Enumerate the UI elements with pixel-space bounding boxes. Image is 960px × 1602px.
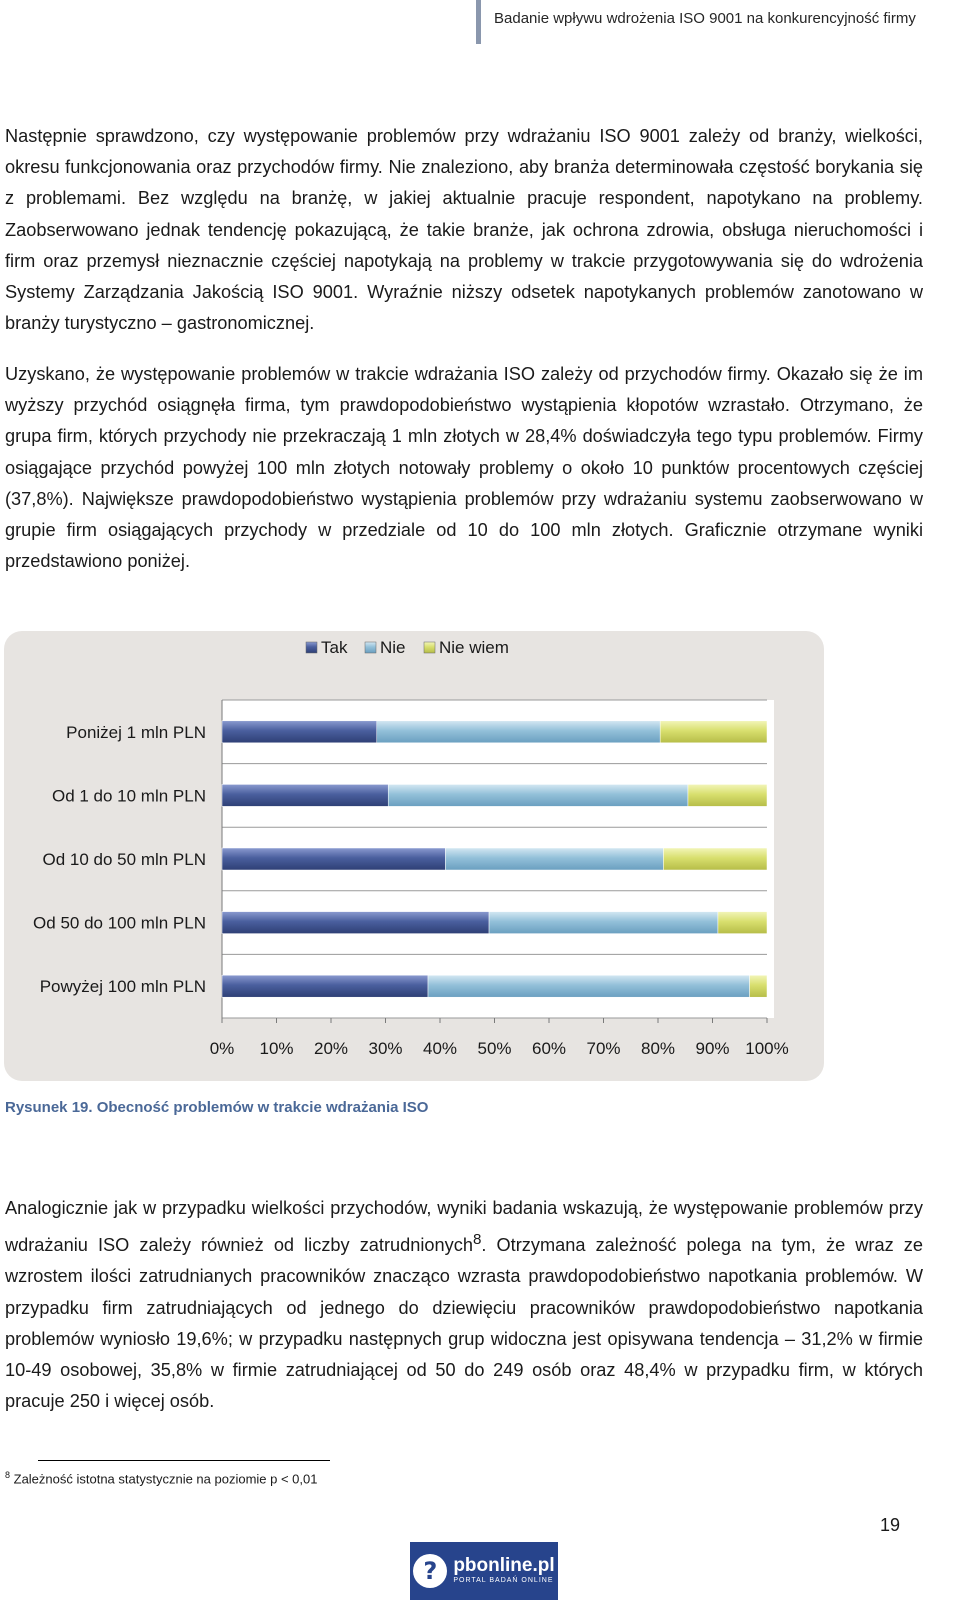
x-tick-label: 20% <box>313 1039 349 1058</box>
x-tick-label: 10% <box>259 1039 294 1058</box>
bar-segment <box>660 721 767 743</box>
x-tick-label: 80% <box>640 1039 676 1058</box>
footnote-text: Zależność istotna statystycznie na poziomie p < 0,01 <box>10 1471 318 1487</box>
legend-swatch <box>306 642 317 653</box>
category-label: Od 10 do 50 mln PLN <box>42 850 206 869</box>
bar-segment <box>222 784 388 806</box>
x-tick-label: 30% <box>368 1039 403 1058</box>
bar-segment <box>718 912 767 934</box>
bar-segment <box>222 975 428 997</box>
legend-label: Tak <box>321 638 348 657</box>
x-tick-label: 0% <box>209 1039 235 1058</box>
footnote <box>5 1470 317 1486</box>
paragraph-industry-part-b: Zaobserwowano jednak tendencję pokazującą, że takie branże, jak ochrona zdrowia, obsługa nieruchomości i firm oraz przemysł nieznacznie częściej napotykają na problemy w trakcie przygotowywania się do wdrożenia Systemy Zarządzania Jakością ISO 9001. Wyraźnie niższy odsetek napotykanych problemów zanotowano w branży turystyczno – gastronomicznej. <box>5 219 923 334</box>
x-tick-label: 40% <box>422 1039 458 1058</box>
question-mark-icon: ? <box>413 1554 447 1588</box>
bar-segment <box>663 848 767 870</box>
category-label: Powyżej 100 mln PLN <box>39 977 206 997</box>
category-label: Od 1 do 10 mln PLN <box>51 786 206 806</box>
paragraph-employment <box>5 1193 923 1417</box>
paragraph-employment-part-b: . Otrzymana zależność polega na tym, że wraz ze wzrostem ilości zatrudnianych pracowników znacząco wzrasta prawdopodobieństwo napotkania problemów. W przypadku firm zatrudniających od jednego do dziewięciu pracowników prawdopodobieństwo napotkania problemów wyniosło 19,6%; w przypadku następnych grup widoczna jest opisywana tendencja – 31,2% w firmie 10-49 osobowej, 35,8% w firmie zatrudniającej od 50 do 249 osób oraz 48,4% w przypadku firm, w których pracuje 250 i więcej osób. <box>5 1235 924 1412</box>
bar-segment <box>377 721 660 743</box>
bar-segment <box>750 975 767 997</box>
x-tick-label: 90% <box>695 1039 730 1058</box>
legend-label: Nie wiem <box>439 638 509 657</box>
paragraph-revenue: Uzyskano, że występowanie problemów w trakcie wdrażania ISO zależy od przychodów firmy. Okazało się że im wyższy przychód osiągnęła firma, tym prawdopodobieństwo wystąpienia kłopotów wzrastało. Otrzymano, że grupa firm, których przychody nie przekraczają 1 mln złotych w 28,4% doświadczyła tego typu problemów. Firmy osiągające przychód powyżej 100 mln złotych notowały problemy o około 10 punktów procentowych częściej (37,8%). Największe prawdopodobieństwo wystąpienia problemów przy wdrażaniu systemu zaobserwowano w grupie firm osiągających przychody w przedziale od 10 do 100 mln złotych. Graficznie otrzymane wyniki przedstawiono poniżej. <box>5 364 923 572</box>
pbonline-logo[interactable] <box>410 1542 558 1600</box>
running-header-title: Badanie wpływu wdrożenia ISO 9001 na konkurencyjność firmy <box>494 10 916 27</box>
header-accent-bar <box>476 0 481 44</box>
bar-segment <box>489 912 718 934</box>
x-tick-label: 100% <box>745 1039 789 1058</box>
category-label: Od 50 do 100 mln PLN <box>33 913 206 933</box>
footnote-divider <box>38 1460 330 1461</box>
footnote-number: 8 <box>5 1470 11 1480</box>
x-tick-label: 70% <box>586 1039 621 1058</box>
footnote-ref[interactable]: 8 <box>472 1231 482 1249</box>
logo-name: pbonline.pl <box>453 1555 555 1576</box>
bar-segment <box>222 848 445 870</box>
bar-segment <box>222 912 489 934</box>
bar-segment <box>388 784 688 806</box>
logo-text <box>453 1556 554 1586</box>
legend-swatch <box>424 642 435 653</box>
legend-swatch <box>365 642 376 653</box>
bar-segment <box>688 784 767 806</box>
paragraph-industry <box>5 121 923 339</box>
stacked-bar-chart <box>4 631 824 1081</box>
page-number: 19 <box>880 1515 901 1535</box>
x-tick-label: 50% <box>477 1039 512 1058</box>
legend-label: Nie <box>380 638 406 657</box>
logo-subtitle: PORTAL BADAŃ ONLINE <box>453 1577 554 1584</box>
bar-segment <box>428 975 750 997</box>
x-tick-label: 60% <box>531 1039 567 1058</box>
paragraph-employment-part-a: Analogicznie jak w przypadku wielkości przychodów, wyniki badania wskazują, że występowanie problemów przy wdrażaniu ISO zależy również od liczby zatrudnionych <box>5 1198 923 1256</box>
category-label: Poniżej 1 mln PLN <box>66 722 206 742</box>
paragraph-industry-part-a: Następnie sprawdzono, czy występowanie problemów przy wdrażaniu ISO 9001 zależy od branży, wielkości, okresu funkcjonowania oraz przychodów firmy. Nie znaleziono, aby branża determinowała częstość borykania się z problemami. Bez względu na branżę, w jakiej aktualnie pracuje respondent, napotykano na problemy. <box>5 126 923 209</box>
bar-segment <box>222 721 377 743</box>
figure-caption: Rysunek 19. Obecność problemów w trakcie wdrażania ISO <box>5 1099 429 1116</box>
bar-segment <box>445 848 663 870</box>
